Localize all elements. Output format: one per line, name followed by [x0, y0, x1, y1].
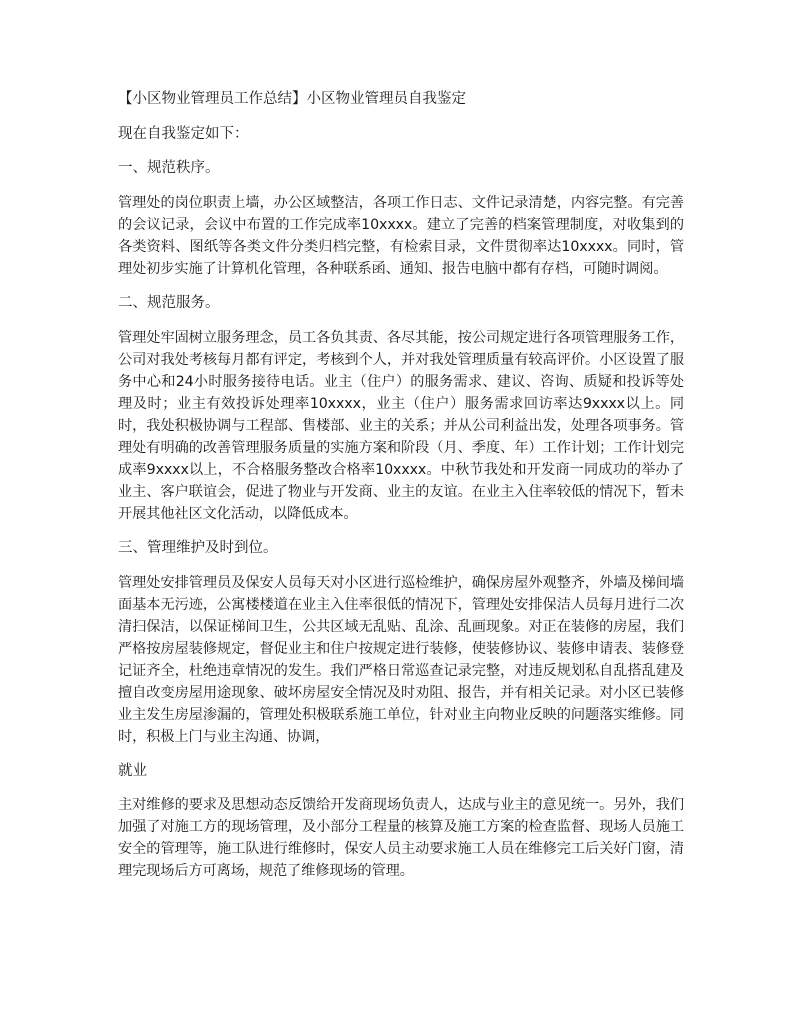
section-1-paragraph: 管理处的岗位职责上墙，办公区域整洁，各项工作日志、文件记录清楚，内容完整。有完善的会议记录，会议中布置的工作完成率10xxxx。建立了完善的档案管理制度，对收集到的各类资料、图纸等各类文件分类归档完整，有检索目录，文件贯彻率达10xxxx。同时，管理处初步实施了计算机化管理，各种联系函、通知、报告电脑中都有存档，可随时调阅。 [118, 195, 684, 277]
break-word: 就业 [118, 763, 147, 779]
section-2-heading: 二、规范服务。 [118, 295, 220, 311]
document-page [118, 88, 684, 894]
section-1-heading: 一、规范秩序。 [118, 160, 220, 176]
section-2-paragraph: 管理处牢固树立服务理念，员工各负其责、各尽其能，按公司规定进行各项管理服务工作，公司对我处考核每月都有评定，考核到个人，并对我处管理质量有较高评价。小区设置了服务中心和24小时服务接待电话。业主（住户）的服务需求、建议、咨询、质疑和投诉等处理及时；业主有效投诉处理率10xxxx，业主（住户）服务需求回访率达9xxxx以上。同时，我处积极协调与工程部、售楼部、业主的关系；并从公司利益出发，处理各项事务。管理处有明确的改善管理服务质量的实施方案和阶段（月、季度、年）工作计划；工作计划完成率9xxxx以上，不合格服务整改合格率10xxxx。中秋节我处和开发商一同成功的举办了业主、客户联谊会，促进了物业与开发商、业主的友谊。在业主入住率较低的情况下，暂未开展其他社区文化活动，以降低成本。 [118, 330, 684, 522]
intro-text: 现在自我鉴定如下： [118, 126, 249, 142]
section-3-paragraph: 管理处安排管理员及保安人员每天对小区进行巡检维护，确保房屋外观整齐，外墙及梯间墙面基本无污迹，公寓楼楼道在业主入住率很低的情况下，管理处安排保洁人员每月进行二次清扫保洁，以保证梯间卫生，公共区域无乱贴、乱涂、乱画现象。对正在装修的房屋，我们严格按房屋装修规定，督促业主和住户按规定进行装修，使装修协议、装修申请表、装修登记证齐全，杜绝违章情况的发生。我们严格日常巡查记录完整，对违反规划私自乱搭乱建及擅自改变房屋用途现象、破坏房屋安全情况及时劝阻、报告，并有相关记录。对小区已装修业主发生房屋渗漏的，管理处积极联系施工单位，针对业主向物业反映的问题落实维修。同时，积极上门与业主沟通、协调， [118, 575, 684, 745]
final-paragraph: 主对维修的要求及思想动态反馈给开发商现场负责人，达成与业主的意见统一。另外，我们加强了对施工方的现场管理，及小部分工程量的核算及施工方案的检查监督、现场人员施工安全的管理等，施工队进行维修时，保安人员主动要求施工人员在维修完工后关好门窗，清理完现场后方可离场，规范了维修现场的管理。 [118, 797, 684, 879]
section-3-heading: 三、管理维护及时到位。 [118, 540, 278, 556]
document-title: 【小区物业管理员工作总结】小区物业管理员自我鉴定 [118, 91, 466, 107]
